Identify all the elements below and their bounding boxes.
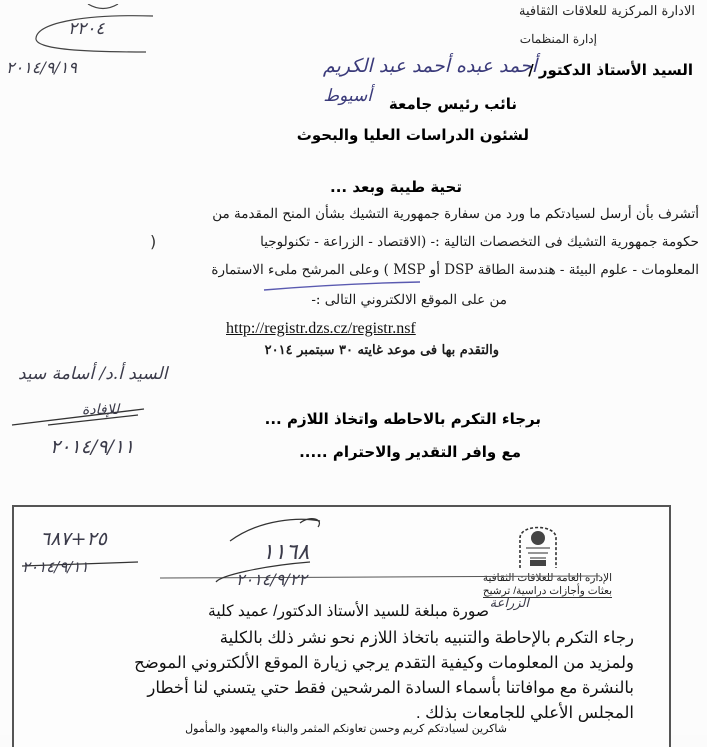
copy-line-4: بالنشرة مع موافاتنا بأسماء السادة المرشحين فقط حتي يتسني لنا أخطار: [147, 679, 634, 697]
left-signature: للإفادة: [82, 402, 120, 418]
copy-left-date: ٢٠١٤/٩/١١: [22, 558, 89, 576]
body-line-3: المعلومات - علوم البيئة - هندسة الطاقة DSP أو MSP ) وعلى المرشح ملىء الاستمارة: [211, 262, 699, 278]
body-line-4: من على الموقع الالكتروني التالى :-: [311, 292, 507, 308]
copy-center-date: ٢٠١٤/٩/٢٢: [236, 570, 307, 589]
body-line-1: أتشرف بأن أرسل لسيادتكم ما ورد من سفارة جمهورية التشيك بشأن المنح المقدمة من: [212, 206, 699, 222]
closing-line-1: برجاء التكرم بالاحاطه واتخاذ اللازم ...: [264, 410, 541, 428]
body-line-2: حكومة جمهورية التشيك فى التخصصات التالية :- (الاقتصاد - الزراعة - تكنولوجيا: [260, 234, 699, 250]
copy-line-1-handwritten: الزراعة: [489, 596, 529, 611]
top-left-number: ٢٢٠٤: [68, 19, 105, 39]
signature-strokes: [8, 395, 148, 435]
copy-line-6: شاكرين لسيادتكم كريم وحسن تعاونكم المثمر والبناء والمعهود والمأمول: [185, 723, 507, 735]
left-handwritten-date: ٢٠١٤/٩/١١: [50, 436, 135, 458]
top-left-date: ٢٠١٤/٩/١٩: [6, 58, 77, 77]
stamp-line-1: الإدارة العامة للعلاقات الثقافية: [482, 572, 612, 584]
deadline-text: والتقدم بها فى موعد غايته ٣٠ سبتمبر ٢٠١٤: [264, 343, 499, 358]
greeting: تحية طيبة وبعد ...: [330, 178, 462, 196]
margin-bracket: ): [150, 232, 157, 251]
copy-line-5: المجلس الأعلي للجامعات بذلك .: [416, 704, 634, 722]
copy-center-number: ١١٦٨: [262, 540, 310, 565]
copy-left-number: ٢٥+٦٨٧: [40, 528, 107, 550]
copy-line-3: ولمزيد من المعلومات وكيفية التقدم يرجي زيارة الموقع الألكتروني الموضح: [134, 654, 634, 672]
copy-line-1: صورة مبلغة للسيد الأستاذ الدكتور/ عميد كلية: [208, 603, 489, 620]
recipient-handwritten-name: أحمد عبده أحمد عبد الكريم: [322, 55, 537, 77]
stamp-line-2: بعثات وأجازات دراسية/ ترشيح: [482, 585, 612, 597]
closing-line-2: مع وافر التقدير والاحترام .....: [299, 443, 521, 461]
recipient-position: نائب رئيس جامعة: [388, 95, 517, 113]
letterhead-department: الادارة المركزية للعلاقات الثقافية: [519, 4, 695, 19]
recipient-handwritten-university: أسيوط: [323, 86, 372, 106]
left-handwritten-note: السيد أ.د/ أسامة سيد: [18, 364, 168, 384]
recipient-title: السيد الأستاذ الدكتور /: [528, 61, 693, 79]
letterhead-section: إدارة المنظمات: [519, 32, 597, 46]
copy-line-2: رجاء التكرم بالإحاطة والتنبيه باتخاذ اللازم نحو نشر ذلك بالكلية: [219, 629, 634, 647]
copy-separator-line: [20, 552, 620, 588]
recipient-office: لشئون الدراسات العليا والبحوث: [296, 126, 529, 144]
registration-url-link[interactable]: http://registr.dzs.cz/registr.nsf: [226, 320, 416, 337]
